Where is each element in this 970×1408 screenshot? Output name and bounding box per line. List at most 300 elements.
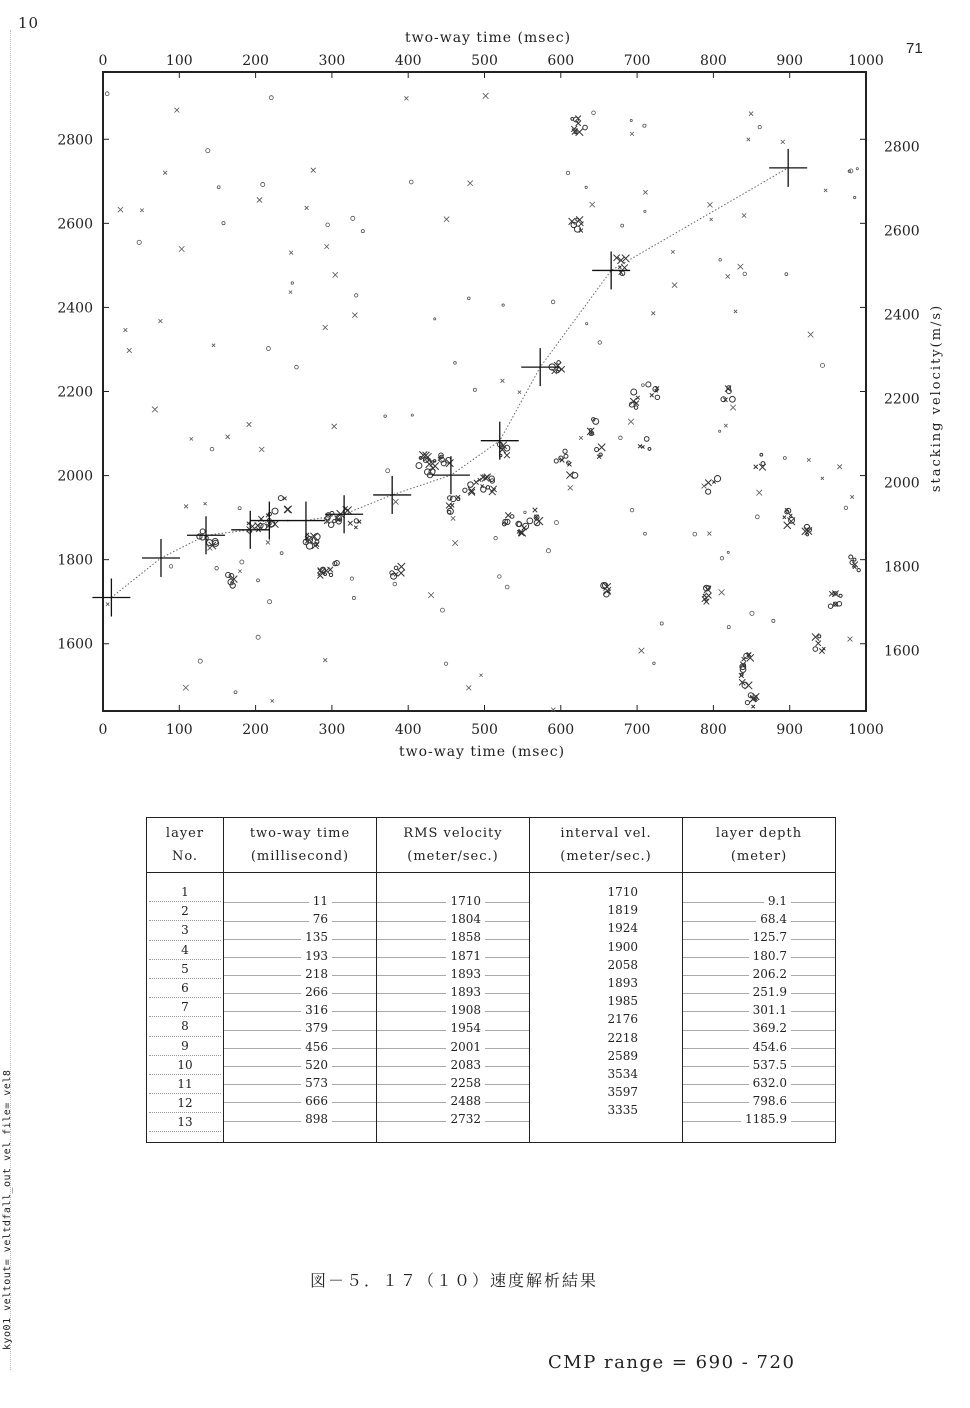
rms-column [377, 873, 530, 1143]
header-time-line2: (millisecond) [250, 849, 350, 864]
top-x-axis-label: two-way time (msec) [404, 30, 572, 46]
scatter-circle [473, 388, 476, 391]
semblance-circle [278, 496, 283, 501]
rms-value-text: 1858 [446, 930, 485, 944]
semblance-circle [595, 448, 599, 452]
depth-value-text: 1185.9 [741, 1112, 791, 1126]
scatter-circle [720, 557, 723, 560]
x-tick-label-top: 0 [98, 53, 108, 69]
x-tick-label-top: 800 [700, 53, 727, 69]
scatter-circle [785, 273, 788, 276]
y-tick-label-left: 1800 [57, 552, 93, 569]
scatter-cross [742, 213, 746, 217]
scatter-cross [212, 344, 215, 347]
semblance-circle [853, 558, 856, 561]
rms-value-text: 1893 [446, 967, 485, 981]
semblance-cross [398, 563, 405, 570]
time-value-text: 379 [301, 1021, 332, 1035]
scatter-cross [639, 648, 645, 654]
layer-number: 8 [149, 1017, 221, 1036]
semblance-circle [828, 604, 832, 608]
interval-value: 1893 [607, 975, 638, 990]
scatter-cross [289, 290, 292, 293]
semblance-circle [730, 396, 736, 402]
semblance-circle [556, 370, 558, 372]
time-value [224, 910, 376, 928]
scatter-circle [386, 469, 390, 473]
semblance-circle [706, 489, 711, 494]
semblance-circle [261, 524, 267, 530]
scatter-cross [266, 540, 270, 544]
rms-value [377, 1074, 529, 1092]
scatter-circle [856, 168, 858, 170]
layer-number: 11 [149, 1075, 221, 1094]
x-tick-label-top: 200 [242, 53, 269, 69]
time-value [224, 928, 376, 946]
semblance-circle [324, 573, 326, 575]
scatter-cross [190, 437, 193, 440]
scatter-circle [409, 180, 413, 184]
scatter-cross [184, 504, 188, 508]
time-value-text: 193 [301, 949, 332, 963]
scatter-circle [494, 536, 497, 539]
header-time-line1: two-way time [249, 826, 351, 841]
scatter-circle [727, 551, 729, 553]
semblance-circle [646, 382, 651, 387]
scatter-cross [238, 570, 241, 573]
y-tick-label-right: 2200 [884, 391, 920, 408]
depth-value [683, 1056, 835, 1074]
depth-list [683, 873, 835, 1138]
velocity-analysis-table [146, 817, 836, 1143]
rms-value [377, 947, 529, 965]
y-tick-label-right: 1800 [884, 559, 920, 576]
depth-value-text: 798.6 [749, 1094, 791, 1108]
y-tick-label-left: 2400 [57, 300, 93, 317]
interval-value: 2176 [607, 1012, 638, 1027]
depth-value [683, 928, 835, 946]
semblance-cross [490, 486, 496, 492]
scatter-cross [837, 464, 842, 469]
scatter-cross [106, 603, 109, 606]
semblance-circle [572, 472, 578, 478]
header-rms-line2: (meter/sec.) [407, 849, 499, 864]
interval-column [530, 873, 683, 1143]
scatter-circle [411, 414, 413, 416]
tick-group [57, 53, 919, 738]
rms-value [377, 928, 529, 946]
scatter-circle [693, 532, 697, 536]
semblance-cross [398, 570, 405, 577]
scatter-cross [749, 112, 753, 116]
semblance-circle [745, 700, 749, 704]
scatter-cross [518, 391, 521, 394]
scatter-cross [259, 447, 264, 452]
scatter-circle [505, 585, 509, 589]
interval-value: 2589 [607, 1048, 638, 1063]
header-rms-line1: RMS velocity [403, 826, 503, 841]
interval-value: 2218 [607, 1030, 638, 1045]
time-value [224, 1056, 376, 1074]
header-interval-line1: interval vel. [560, 826, 652, 841]
scatter-cross [333, 272, 338, 277]
scatter-circle [783, 457, 786, 460]
scatter-circle [750, 611, 754, 615]
scatter-cross [807, 458, 811, 462]
y-tick-label-right: 2000 [884, 475, 920, 492]
semblance-cross [641, 445, 644, 448]
semblance-circle [655, 395, 659, 399]
interval-value: 1900 [607, 939, 638, 954]
time-value [224, 1038, 376, 1056]
depth-value-text: 301.1 [749, 1003, 791, 1017]
scatter-cross [850, 495, 853, 498]
scatter-circle [351, 216, 355, 220]
depth-value [683, 1038, 835, 1056]
semblance-cross [348, 521, 353, 526]
scatter-cross [305, 206, 309, 210]
rms-value [377, 983, 529, 1001]
rms-value [377, 1056, 529, 1074]
header-interval-line2: (meter/sec.) [560, 849, 652, 864]
scatter-circle [546, 549, 550, 553]
scatter-cross [226, 435, 230, 439]
scatter-circle [198, 659, 202, 663]
time-value [224, 947, 376, 965]
semblance-cross [354, 526, 357, 529]
depth-value-text: 454.6 [749, 1040, 791, 1054]
depth-value-text: 125.7 [749, 930, 791, 944]
scatter-cross [183, 685, 189, 691]
scatter-cross [127, 348, 132, 353]
semblance-cross [446, 503, 452, 509]
time-value-text: 135 [301, 930, 332, 944]
scatter-cross [311, 168, 316, 173]
semblance-cross [474, 480, 479, 485]
header-layer-line1: layer [165, 826, 205, 841]
header-depth-line2: (meter) [730, 849, 788, 864]
side-note: kyo01 veltout= veltdfall_out vel file= vel8 [2, 1069, 13, 1350]
scatter-circle [105, 92, 109, 96]
scatter-circle [719, 259, 722, 262]
scatter-points [105, 92, 860, 712]
scatter-cross [323, 325, 328, 330]
semblance-circle [631, 389, 637, 395]
semblance-circle [486, 486, 489, 489]
rms-value-text: 1871 [446, 949, 485, 963]
semblance-circle [620, 271, 625, 276]
semblance-cross [328, 567, 333, 572]
rms-value-text: 2083 [446, 1058, 485, 1072]
depth-value-text: 632.0 [749, 1076, 791, 1090]
header-interval [530, 818, 683, 873]
scatter-circle [291, 282, 293, 284]
semblance-cross [284, 506, 291, 513]
layer-number: 12 [149, 1094, 221, 1113]
semblance-cross [712, 480, 715, 483]
semblance-cross [816, 641, 821, 646]
scatter-circle [854, 196, 856, 198]
layer-number: 7 [149, 998, 221, 1017]
interval-value: 1710 [607, 885, 638, 899]
semblance-circle [564, 454, 568, 458]
scatter-cross [324, 244, 328, 248]
velocity-function-line [111, 168, 788, 598]
y-tick-label-right: 1600 [884, 643, 920, 660]
rms-value-text: 1710 [446, 894, 485, 908]
rms-value [377, 965, 529, 983]
scatter-cross [158, 319, 162, 323]
time-value [224, 892, 376, 910]
semblance-circle [200, 529, 205, 534]
time-value-text: 456 [301, 1040, 332, 1054]
y-tick-label-left: 2800 [57, 132, 93, 149]
x-tick-label-top: 600 [547, 53, 575, 69]
scatter-cross [724, 424, 727, 427]
semblance-circle [226, 572, 231, 577]
scatter-cross [707, 202, 712, 207]
scatter-circle [743, 272, 747, 276]
semblance-circle [329, 573, 332, 576]
scatter-circle [257, 579, 260, 582]
rms-value [377, 1110, 529, 1128]
rms-value [377, 1001, 529, 1019]
scatter-circle [261, 182, 265, 186]
semblance-circle [813, 647, 818, 652]
scatter-circle [393, 582, 397, 586]
scatter-circle [524, 511, 526, 513]
interval-value: 1924 [607, 921, 638, 936]
scatter-circle [217, 186, 220, 189]
rms-value-text: 1908 [446, 1003, 485, 1017]
semblance-circle [504, 445, 510, 451]
scatter-circle [352, 596, 355, 599]
scatter-cross [738, 264, 744, 270]
header-layer [147, 818, 224, 873]
semblance-cross [751, 705, 754, 708]
scatter-circle [350, 577, 353, 580]
scatter-cross [671, 250, 675, 254]
scatter-cross [428, 592, 434, 598]
semblance-cross [468, 487, 475, 494]
scatter-cross [452, 540, 458, 546]
depth-value [683, 892, 835, 910]
semblance-circle [394, 566, 398, 570]
velocity-table-container [146, 817, 836, 1143]
scatter-circle [222, 221, 225, 224]
interval-value: 3335 [607, 1103, 638, 1118]
semblance-circle [571, 117, 574, 120]
rms-value-text: 2001 [446, 1040, 485, 1054]
layer-number: 6 [149, 979, 221, 998]
depth-value-text: 369.2 [749, 1021, 791, 1035]
scatter-circle [592, 111, 596, 115]
scatter-cross [444, 217, 449, 222]
semblance-circle [634, 406, 638, 410]
x-tick-label-bottom: 700 [623, 722, 651, 738]
semblance-cross [789, 514, 792, 517]
scatter-circle [238, 507, 241, 510]
scatter-cross [480, 674, 483, 677]
depth-value [683, 1001, 835, 1019]
semblance-circle [306, 543, 312, 549]
semblance-cross [636, 396, 640, 400]
scatter-circle [384, 415, 387, 418]
semblance-cross [759, 464, 766, 471]
time-value [224, 965, 376, 983]
rms-value-text: 1954 [446, 1021, 485, 1035]
scatter-cross [404, 96, 408, 100]
scatter-circle [215, 566, 219, 570]
depth-value [683, 910, 835, 928]
semblance-circle [576, 218, 579, 221]
time-value [224, 1001, 376, 1019]
semblance-cross [650, 393, 654, 397]
depth-value-text: 537.5 [749, 1058, 791, 1072]
x-tick-label-bottom: 200 [242, 722, 269, 738]
scatter-circle [660, 622, 663, 625]
depth-value [683, 1019, 835, 1037]
y-tick-label-left: 2200 [57, 384, 93, 401]
scatter-cross [323, 658, 327, 662]
interval-value: 3534 [607, 1066, 638, 1081]
scatter-cross [468, 181, 473, 186]
scatter-circle [440, 608, 444, 612]
layer-number: 4 [149, 941, 221, 960]
scatter-cross [710, 218, 713, 221]
scatter-circle [772, 619, 775, 622]
time-value [224, 1074, 376, 1092]
scatter-circle [642, 384, 645, 387]
scatter-cross [630, 132, 634, 136]
y-tick-label-left: 2600 [57, 216, 93, 233]
rms-value-text: 2258 [446, 1076, 485, 1090]
scatter-circle [326, 223, 330, 227]
scatter-cross [821, 477, 824, 480]
semblance-circle [857, 568, 860, 571]
cmp-range: CMP range = 690 - 720 [548, 1352, 796, 1373]
time-value [224, 1110, 376, 1128]
x-tick-label-bottom: 100 [165, 722, 193, 738]
scatter-circle [585, 186, 587, 188]
semblance-cross [344, 506, 352, 514]
scatter-circle [586, 322, 588, 324]
scatter-circle [444, 662, 447, 665]
semblance-cross [754, 465, 758, 469]
scatter-cross [207, 546, 212, 551]
depth-value [683, 947, 835, 965]
scatter-circle [619, 436, 623, 440]
scatter-circle [169, 565, 172, 568]
scatter-circle [434, 318, 436, 320]
semblance-cross [579, 222, 583, 226]
scatter-circle [295, 365, 299, 369]
scatter-cross [204, 502, 207, 505]
depth-value [683, 1110, 835, 1128]
x-tick-label-bottom: 0 [98, 722, 108, 738]
semblance-circle [272, 508, 278, 514]
time-value-text: 11 [309, 894, 332, 908]
semblance-cross [783, 516, 786, 519]
scatter-cross [672, 283, 677, 288]
x-tick-label-bottom: 1000 [848, 722, 884, 738]
scatter-circle [551, 300, 555, 304]
scatter-cross [590, 202, 595, 207]
scatter-cross [824, 189, 827, 192]
layer-number: 10 [149, 1056, 221, 1075]
semblance-circle [648, 447, 651, 450]
semblance-circle [839, 594, 842, 597]
scatter-cross [568, 485, 573, 490]
scatter-cross [271, 699, 274, 702]
scatter-circle [498, 575, 502, 579]
scatter-circle [630, 508, 634, 512]
scatter-circle [643, 124, 646, 127]
interval-value: 2058 [607, 957, 638, 972]
scatter-cross [152, 407, 158, 413]
rms-value [377, 1092, 529, 1110]
semblance-circle [468, 482, 473, 487]
page-number: 10 [18, 14, 40, 32]
header-depth-line1: layer depth [715, 826, 803, 841]
x-tick-label-top: 500 [471, 53, 498, 69]
scatter-circle [361, 230, 364, 233]
x-tick-label-bottom: 900 [776, 722, 804, 738]
scatter-cross [174, 108, 179, 113]
time-value-text: 76 [309, 912, 332, 926]
semblance-circle [583, 125, 588, 130]
scatter-cross [719, 589, 725, 595]
rms-value [377, 1019, 529, 1037]
y-tick-label-left: 2000 [57, 468, 93, 485]
scatter-cross [257, 197, 262, 202]
time-list [224, 873, 376, 1138]
page-number-right: 71 [906, 40, 923, 57]
scatter-cross [163, 171, 167, 175]
y-tick-label-left: 1600 [57, 636, 93, 653]
scatter-circle [554, 521, 558, 525]
layer-list [147, 873, 223, 1142]
header-time [224, 818, 377, 873]
time-value-text: 573 [301, 1076, 332, 1090]
scatter-cross [124, 328, 128, 332]
scatter-circle [755, 515, 759, 519]
scatter-circle [621, 224, 624, 227]
scatter-circle [269, 96, 273, 100]
semblance-circle [229, 574, 234, 579]
scatter-cross [726, 274, 730, 278]
scatter-cross [289, 251, 293, 255]
scatter-cross [247, 422, 252, 427]
scatter-cross [332, 424, 337, 429]
scatter-circle [566, 171, 569, 174]
time-value [224, 1092, 376, 1110]
y-tick-label-right: 2800 [884, 139, 920, 156]
time-value-text: 218 [301, 967, 332, 981]
scatter-cross [628, 419, 634, 425]
depth-value-text: 251.9 [749, 985, 791, 999]
scatter-cross [179, 246, 184, 251]
scatter-circle [234, 691, 237, 694]
header-depth [683, 818, 836, 873]
time-value-text: 666 [301, 1094, 332, 1108]
scatter-circle [240, 560, 244, 564]
semblance-circle [818, 635, 821, 638]
layer-number: 2 [149, 902, 221, 921]
interval-value: 1819 [607, 903, 638, 918]
rms-value [377, 1038, 529, 1056]
scatter-circle [844, 506, 847, 509]
